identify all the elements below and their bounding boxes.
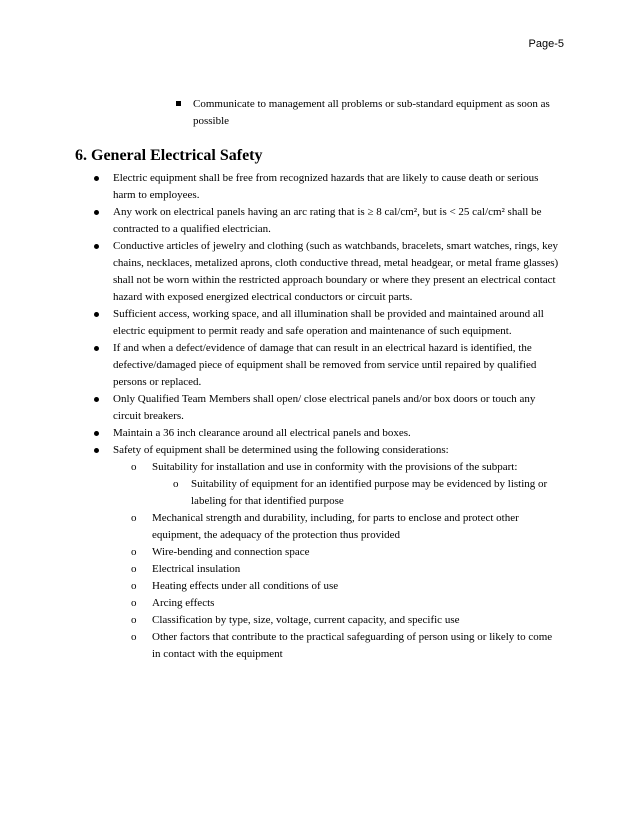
list-item: Maintain a 36 inch clearance around all electrical panels and boxes.	[92, 425, 562, 442]
list-item: Communicate to management all problems or sub-standard equipment as soon as possible	[176, 96, 566, 130]
list-item: Conductive articles of jewelry and clothing (such as watchbands, bracelets, smart watches, rings, key chains, necklaces, metalized aprons, cloth conductive thread, metal headgear, or metal frame glasses) shall not be worn within the restricted approach boundary or where they present an electrical contact hazard with exposed energized electrical conductors or circuit parts.	[92, 238, 562, 306]
circle-bullet-icon: o	[131, 580, 137, 592]
list-item: o Mechanical strength and durability, including, for parts to enclose and protect other equipment, the adequacy of the protection thus provided	[131, 512, 519, 541]
circle-bullet-icon: o	[131, 614, 137, 626]
bullet-icon	[94, 176, 99, 181]
bullet-icon	[94, 244, 99, 249]
list-item: Sufficient access, working space, and all illumination shall be provided and maintained around all electric equipment to permit ready and safe operation and maintenance of such equipment.	[92, 306, 562, 340]
circle-bullet-icon: o	[173, 478, 179, 490]
circle-bullet-icon: o	[131, 461, 137, 473]
circle-bullet-icon: o	[131, 563, 137, 575]
bullet-icon	[94, 431, 99, 436]
list-item: If and when a defect/evidence of damage that can result in an electrical hazard is identified, the defective/damaged piece of equipment shall be removed from service until repaired by qualified persons or replaced.	[92, 340, 562, 391]
considerations-list	[113, 459, 562, 663]
bullet-icon	[94, 210, 99, 215]
bullet-icon	[94, 397, 99, 402]
list-item: o Electrical insulation	[113, 561, 562, 578]
list-item: o Classification by type, size, voltage, current capacity, and specific use	[113, 612, 562, 629]
bullet-icon	[94, 346, 99, 351]
page-number: Page-5	[528, 38, 564, 50]
list-item: Electric equipment shall be free from recognized hazards that are likely to cause death or serious harm to employees.	[92, 170, 562, 204]
list-item: o Arcing effects	[113, 595, 562, 612]
list-item: Any work on electrical panels having an arc rating that is ≥ 8 cal/cm², but is < 25 cal/cm² shall be contracted to a qualified electrician.	[92, 204, 562, 238]
list-item: o Wire-bending and connection space	[113, 544, 562, 561]
list-item: o Heating effects under all conditions of use	[113, 578, 562, 595]
bullet-icon	[94, 312, 99, 317]
bullet-icon	[94, 448, 99, 453]
section-title: 6. General Electrical Safety	[75, 147, 263, 164]
safety-list	[92, 170, 562, 663]
nested-list	[152, 476, 562, 510]
list-item: Only Qualified Team Members shall open/ close electrical panels and/or box doors or touch any circuit breakers.	[92, 391, 562, 425]
square-bullet-icon	[176, 101, 181, 106]
list-item: Safety of equipment shall be determined using the following considerations: o Suitability for installation and use in conformity with the provisions of the subpart: o Suitability of equipment for an identified purpose may be evidenced by listing or labeling for that identified purpose o Mechanical strength and durability, including, for parts to enclose and protect other equipment, the adequacy of the protection thus provided o Wire-bending and connection space o Electrical insulation o Heating effects under all conditions of use o Arcing effects o Classification by type, size, voltage, current capacity, and specific use o Other factors that contribute to the practical safeguarding of person using or likely to come in contact with the equipment	[92, 442, 562, 663]
circle-bullet-icon: o	[131, 631, 137, 643]
list-item: o Suitability for installation and use in conformity with the provisions of the subpart: o Suitability of equipment for an identified purpose may be evidenced by listing or labeling for that identified purpose	[113, 459, 562, 510]
list-item: o Other factors that contribute to the practical safeguarding of person using or likely to come in contact with the equipment	[131, 631, 553, 660]
circle-bullet-icon: o	[131, 546, 137, 558]
circle-bullet-icon: o	[131, 512, 137, 524]
list-item: o Suitability of equipment for an identified purpose may be evidenced by listing or labeling for that identified purpose	[173, 478, 548, 507]
circle-bullet-icon: o	[131, 597, 137, 609]
